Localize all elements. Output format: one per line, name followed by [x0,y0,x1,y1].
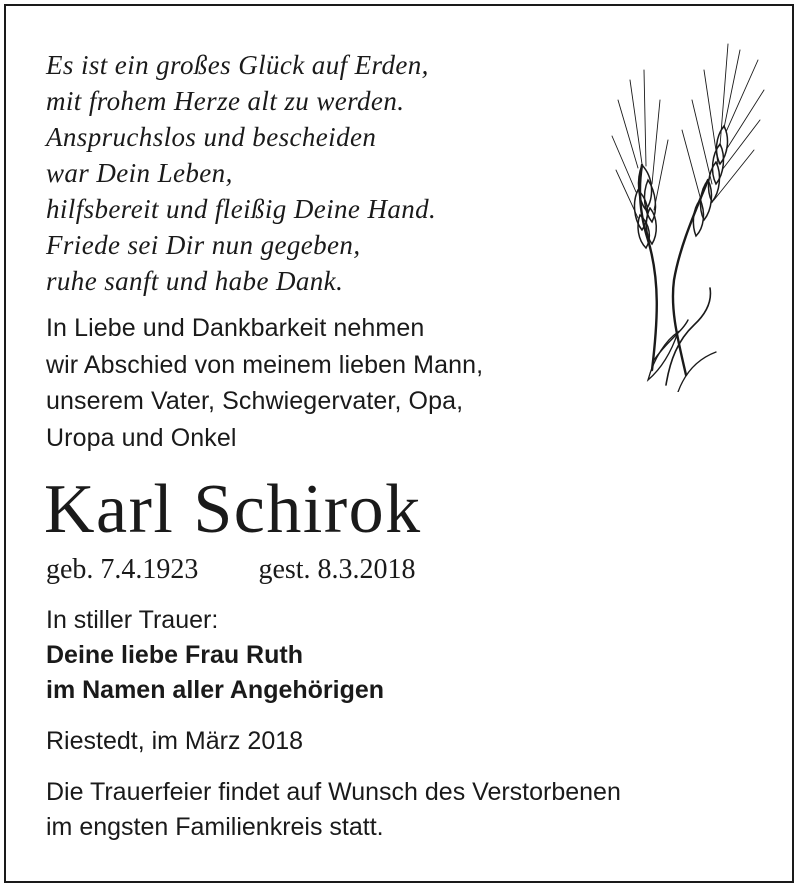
poem-line: Anspruchslos und bescheiden [46,122,377,152]
poem-line: Es ist ein großes Glück auf Erden, [46,50,429,80]
memorial-poem [46,47,606,299]
birth-date: geb. 7.4.1923 [46,554,199,585]
mourners-heading: In stiller Trauer: [46,606,219,634]
death-date: gest. 8.3.2018 [258,554,416,585]
deceased-name: Karl Schirok [44,471,422,548]
intro-line: wir Abschied von meinem lieben Mann, [46,350,484,379]
intro-line: In Liebe und Dankbarkeit nehmen [46,314,425,342]
poem-line: Friede sei Dir nun gegeben, [46,230,361,260]
mourner-line: Deine liebe Frau Ruth [46,641,303,669]
mourner-line: im Namen aller Angehörigen [46,676,385,704]
note-line: im engsten Familienkreis statt. [46,813,384,841]
funeral-note [46,775,621,845]
intro-line: Uropa und Onkel [46,423,237,452]
note-line: Die Trauerfeier findet auf Wunsch des Verstorbenen [46,778,621,806]
poem-line: hilfsbereit und fleißig Deine Hand. [46,194,437,224]
poem-line: war Dein Leben, [46,158,233,188]
mourners-block [46,603,384,708]
intro-text [46,310,646,456]
poem-line: ruhe sanft und habe Dank. [46,266,344,296]
poem-line: mit frohem Herze alt zu werden. [46,86,405,116]
intro-line: unserem Vater, Schwiegervater, Opa, [46,387,464,415]
place-date: Riestedt, im März 2018 [46,727,304,755]
life-dates [46,552,416,588]
